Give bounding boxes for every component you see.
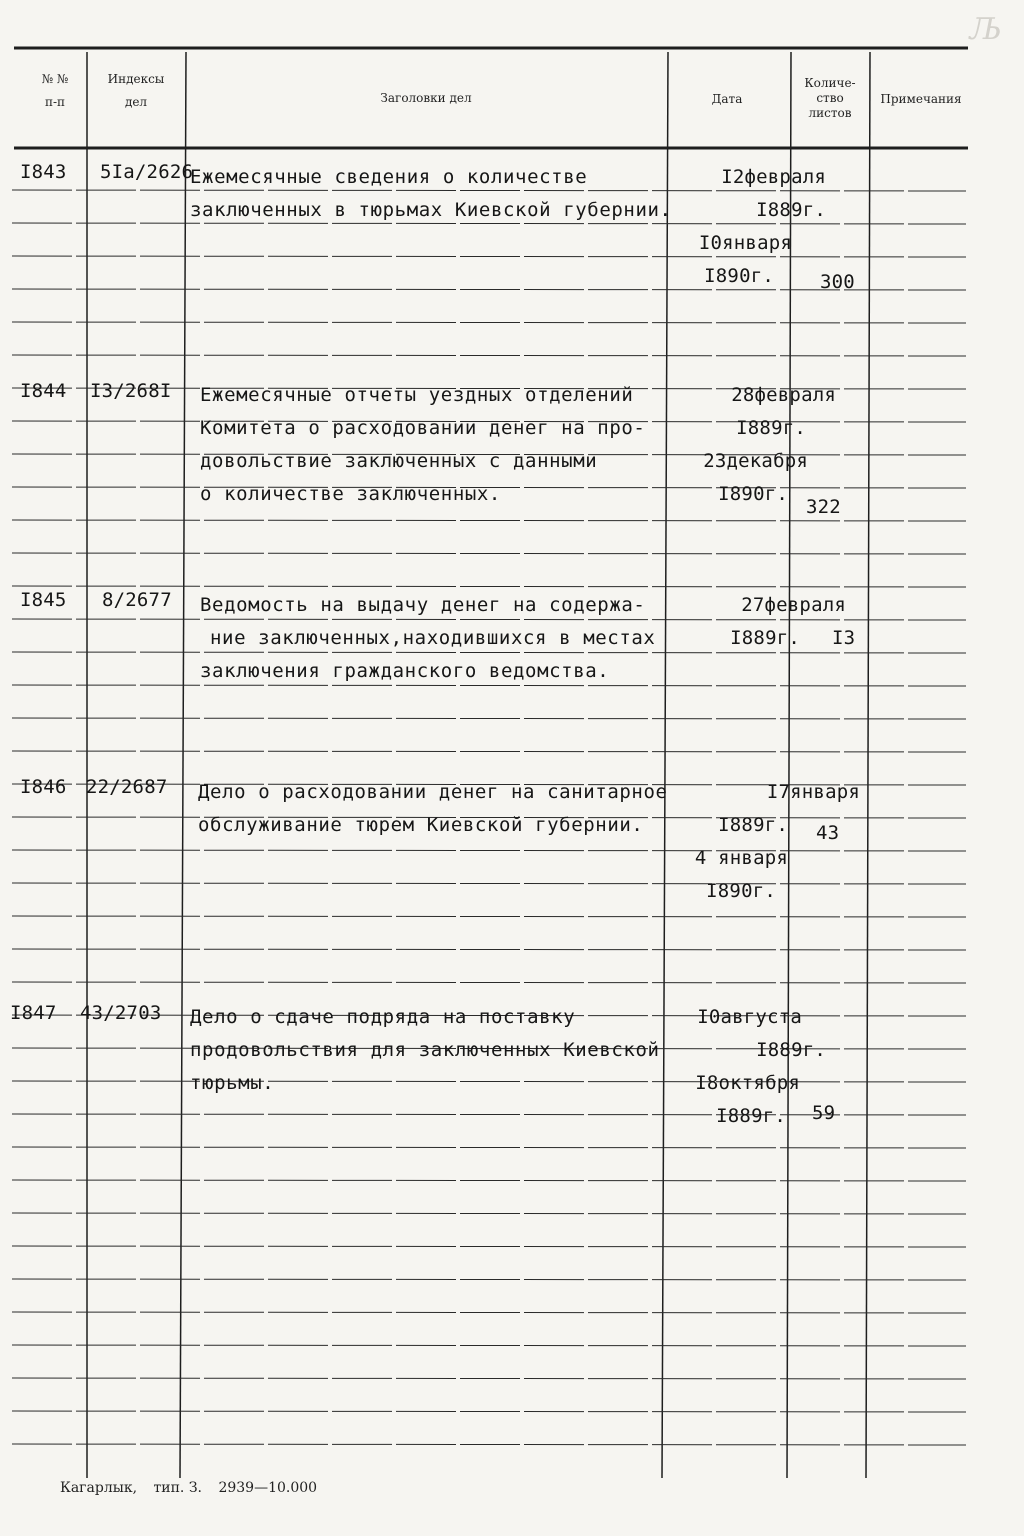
title-line: заключенных в тюрьмах Киевской губернии.: [190, 199, 672, 221]
title-line: Комитета о расходовании денег на про-: [200, 417, 646, 439]
entry-number: I845: [20, 589, 67, 611]
entry-date: [666, 161, 826, 293]
entry-title: [190, 1001, 660, 1100]
title-line: тюрьмы.: [190, 1072, 275, 1094]
imprint-press: тип. З.: [153, 1480, 202, 1496]
entry-title: [200, 589, 655, 688]
title-line: обслуживание тюрем Киевской губернии.: [198, 814, 644, 836]
ruled-line: [12, 553, 966, 554]
ruled-line: [12, 1378, 966, 1379]
date-line: I890г.: [718, 483, 788, 505]
header-title: Заголовки дел: [380, 91, 472, 105]
entry-sheet-count: 300: [820, 271, 855, 293]
ruled-line: [12, 751, 966, 752]
ruled-line: [12, 916, 966, 917]
date-line: I889г.: [736, 417, 806, 439]
entry-title: [198, 776, 668, 842]
entry-index: 22/2687: [86, 776, 168, 798]
ruled-line: [12, 1246, 966, 1247]
imprint-order: 2939—10.000: [218, 1480, 318, 1496]
header-date: Дата: [711, 92, 743, 106]
date-line: I2февраля: [721, 166, 826, 188]
ruled-line: [12, 1147, 966, 1148]
entry-number: I844: [20, 380, 67, 402]
ruled-line: [12, 1213, 966, 1214]
entry-sheet-count: 322: [806, 496, 841, 518]
title-line: заключения гражданского ведомства.: [200, 660, 610, 682]
header-index: Индексы дел: [107, 72, 165, 109]
entry-index: I3/268I: [90, 380, 172, 402]
entry-number: I843: [20, 161, 67, 183]
entry-date: [680, 589, 846, 655]
date-line: I889г.: [730, 627, 800, 649]
ruled-line: [12, 322, 966, 323]
date-line: I889г.: [756, 1039, 826, 1061]
ruled-line: [12, 982, 966, 983]
ruled-line: [12, 1444, 966, 1445]
imprint-place: Кагарлык,: [60, 1480, 138, 1496]
date-line: I0августа: [697, 1006, 802, 1028]
date-line: 28февраля: [731, 384, 836, 406]
ruled-line: [12, 718, 966, 719]
date-line: I889г.: [718, 814, 788, 836]
date-line: I890г.: [706, 880, 776, 902]
date-line: I889г.: [716, 1105, 786, 1127]
entry-number: I847: [10, 1002, 57, 1024]
date-line: 23декабря: [703, 450, 808, 472]
entry-sheet-count: 43: [816, 822, 840, 844]
ruled-line: [12, 949, 966, 950]
entry-title: [200, 379, 645, 511]
entry-index: 8/2677: [102, 589, 172, 611]
date-line: 4 января: [694, 847, 788, 869]
print-imprint: [60, 1480, 329, 1496]
entry-index: 43/2703: [80, 1002, 162, 1024]
date-line: I8октября: [695, 1072, 800, 1094]
entry-number: I846: [20, 776, 67, 798]
entry-title: [190, 161, 672, 227]
entry-sheet-count: 59: [812, 1102, 836, 1124]
title-line: ние заключенных,находившихся в местах: [210, 627, 656, 649]
date-line: I7января: [766, 781, 860, 803]
title-line: Дело о расходовании денег на санитарное: [198, 781, 668, 803]
title-line: Дело о сдаче подряда на поставку: [190, 1006, 576, 1028]
header-notes: Примечания: [880, 92, 962, 106]
entry-date: [660, 1001, 836, 1133]
ruled-line: [12, 1411, 966, 1412]
date-line: I889г.: [756, 199, 826, 221]
title-line: о количестве заключенных.: [200, 483, 501, 505]
title-line: Ежемесячные сведения о количестве: [190, 166, 588, 188]
title-line: Ведомость на выдачу денег на содержа-: [200, 594, 646, 616]
entry-sheet-count: I3: [832, 627, 856, 649]
date-line: 27февраля: [741, 594, 846, 616]
ruled-line: [12, 1312, 966, 1313]
ruled-line: [12, 1180, 966, 1181]
corner-watermark: Љ: [969, 12, 1002, 47]
title-line: Ежемесячные отчеты уездных отделений: [200, 384, 634, 406]
ruled-line: [12, 1279, 966, 1280]
entry-index: 5Iа/2626: [100, 161, 194, 183]
date-line: I0января: [698, 232, 792, 254]
ruled-line: [12, 355, 966, 356]
title-line: довольствие заключенных с данными: [200, 450, 598, 472]
ruled-line: [12, 1345, 966, 1346]
title-line: продовольствия для заключенных Киевской: [190, 1039, 660, 1061]
header-number: № № п-п: [41, 72, 69, 109]
header-sheet-count: Количе- ство листов: [804, 76, 856, 120]
date-line: I890г.: [704, 265, 774, 287]
